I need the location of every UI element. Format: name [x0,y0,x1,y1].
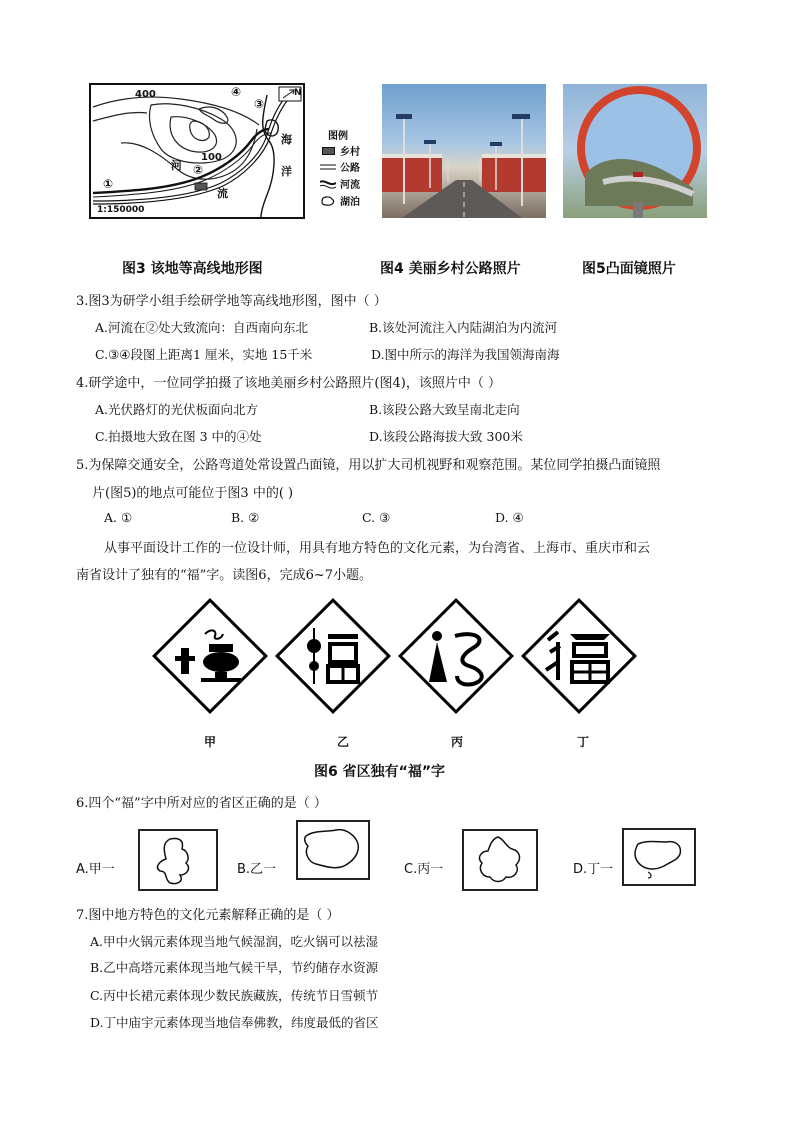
figure6-caption: 图6 省区独有“福”字 [314,764,446,780]
question5-option-d[interactable]: D. ④ [495,510,524,525]
question6-option-b[interactable]: B.乙一 [237,862,277,877]
figure3-caption: 图3 该地等高线地形图 [122,261,263,277]
point-3-label: ③ [254,97,265,111]
province-outline-d [624,830,694,884]
question6-option-a[interactable]: A.甲一 [76,862,115,877]
question5-option-a[interactable]: A. ① [104,510,133,525]
point-1-label: ① [103,177,114,191]
fu-label-bing: 丙 [451,735,464,749]
fu-bing-dress-glyph [417,624,497,688]
sea-hai-label: 海 [281,133,292,146]
river-liu-label: 流 [217,187,228,200]
figure4-caption: 图4 美丽乡村公路照片 [380,261,521,277]
figure6-fu-characters [150,596,650,746]
question4-option-d[interactable]: D.该段公路海拔大致 300米 [369,429,523,444]
river-he-label: 河 [171,159,182,172]
question5-option-c[interactable]: C. ③ [362,510,391,525]
legend-river-icon [320,179,336,189]
province-outline-c [464,831,536,889]
legend-village: 乡村 [340,147,360,158]
contour-400-label: 400 [135,89,156,100]
intro-line1: 从事平面设计工作的一位设计师，用具有地方特色的文化元素，为台湾省、上海市、重庆市和云 [104,541,651,556]
question3-option-c[interactable]: C.③④段图上距离1 厘米，实地 15千米 [95,347,313,362]
question4-option-c[interactable]: C.拍摄地大致在图 3 中的④处 [95,429,262,444]
legend-river: 河流 [340,180,360,191]
point-2-label: ② [193,163,204,177]
sea-yang-label: 洋 [281,165,292,178]
question6-option-c-map[interactable] [462,829,538,891]
question4-option-b[interactable]: B.该段公路大致呈南北走向 [369,402,520,417]
question6-stem: 6.四个“福”字中所对应的省区正确的是（ ） [76,796,327,811]
legend-road-icon [320,163,336,171]
fu-yi-tower-glyph [294,624,374,688]
question3-option-d[interactable]: D.图中所示的海洋为我国领海南海 [371,347,560,362]
question6-option-d[interactable]: D.丁一 [573,862,614,877]
intro-line2: 南省设计了独有的“福”字。读图6，完成6~7小题。 [76,568,372,583]
legend-road: 公路 [340,163,360,174]
province-outline-b [298,822,368,878]
question3-option-b[interactable]: B.该处河流注入内陆湖泊为内流河 [369,320,558,335]
fu-jia-hotpot-glyph [171,626,251,686]
legend-lake: 湖泊 [340,197,360,208]
question7-stem: 7.图中地方特色的文化元素解释正确的是（ ） [76,908,340,923]
scale-label: 1:150000 [97,205,145,215]
fu-label-jia: 甲 [204,735,217,749]
fu-label-ding: 丁 [577,735,590,749]
fu-label-yi: 乙 [337,735,350,749]
legend-lake-icon [320,196,336,206]
contour-100-label: 100 [201,152,222,163]
point-4-label: ④ [231,85,242,99]
question6-option-c[interactable]: C.丙一 [404,862,444,877]
figure5-mirror-photo [563,84,707,218]
question4-stem: 4.研学途中，一位同学拍摄了该地美丽乡村公路照片(图4)，该照片中（ ） [76,376,501,391]
question5-stem-line1: 5.为保障交通安全，公路弯道处常设置凸面镜，用以扩大司机视野和观察范围。某位同学拍摄凸面镜照 [76,458,661,473]
figure3-legend [316,127,376,219]
question7-option-c[interactable]: C.丙中长裙元素体现少数民族藏族，传统节日雪顿节 [90,988,379,1003]
question6-option-b-map[interactable] [296,820,370,880]
figure3-contour-map [89,83,305,219]
question5-option-b[interactable]: B. ② [231,510,260,525]
figure5-caption: 图5凸面镜照片 [582,261,676,277]
question7-option-d[interactable]: D.丁中庙宇元素体现当地信奉佛教，纬度最低的省区 [90,1015,379,1030]
figure4-road-photo [382,84,546,218]
legend-title: 图例 [328,131,348,142]
question7-option-a[interactable]: A.甲中火锅元素体现当地气候湿润，吃火锅可以祛湿 [90,934,379,949]
legend-village-icon [322,147,335,155]
north-label: N [294,88,302,98]
question7-option-b[interactable]: B.乙中高塔元素体现当地气候干旱，节约储存水资源 [90,960,379,975]
question6-option-a-map[interactable] [138,829,218,891]
question3-stem: 3.图3为研学小组手绘研学地等高线地形图，图中（ ） [76,294,387,309]
contour-map-drawing [91,85,303,217]
question5-stem-line2: 片(图5)的地点可能位于图3 中的( ) [92,486,294,501]
fu-ding-temple-glyph [540,624,620,688]
question6-option-d-map[interactable] [622,828,696,886]
question4-option-a[interactable]: A.光伏路灯的光伏板面向北方 [95,402,259,417]
question3-option-a[interactable]: A.河流在②处大致流向：自西南向东北 [95,320,309,335]
province-outline-a [140,831,216,889]
